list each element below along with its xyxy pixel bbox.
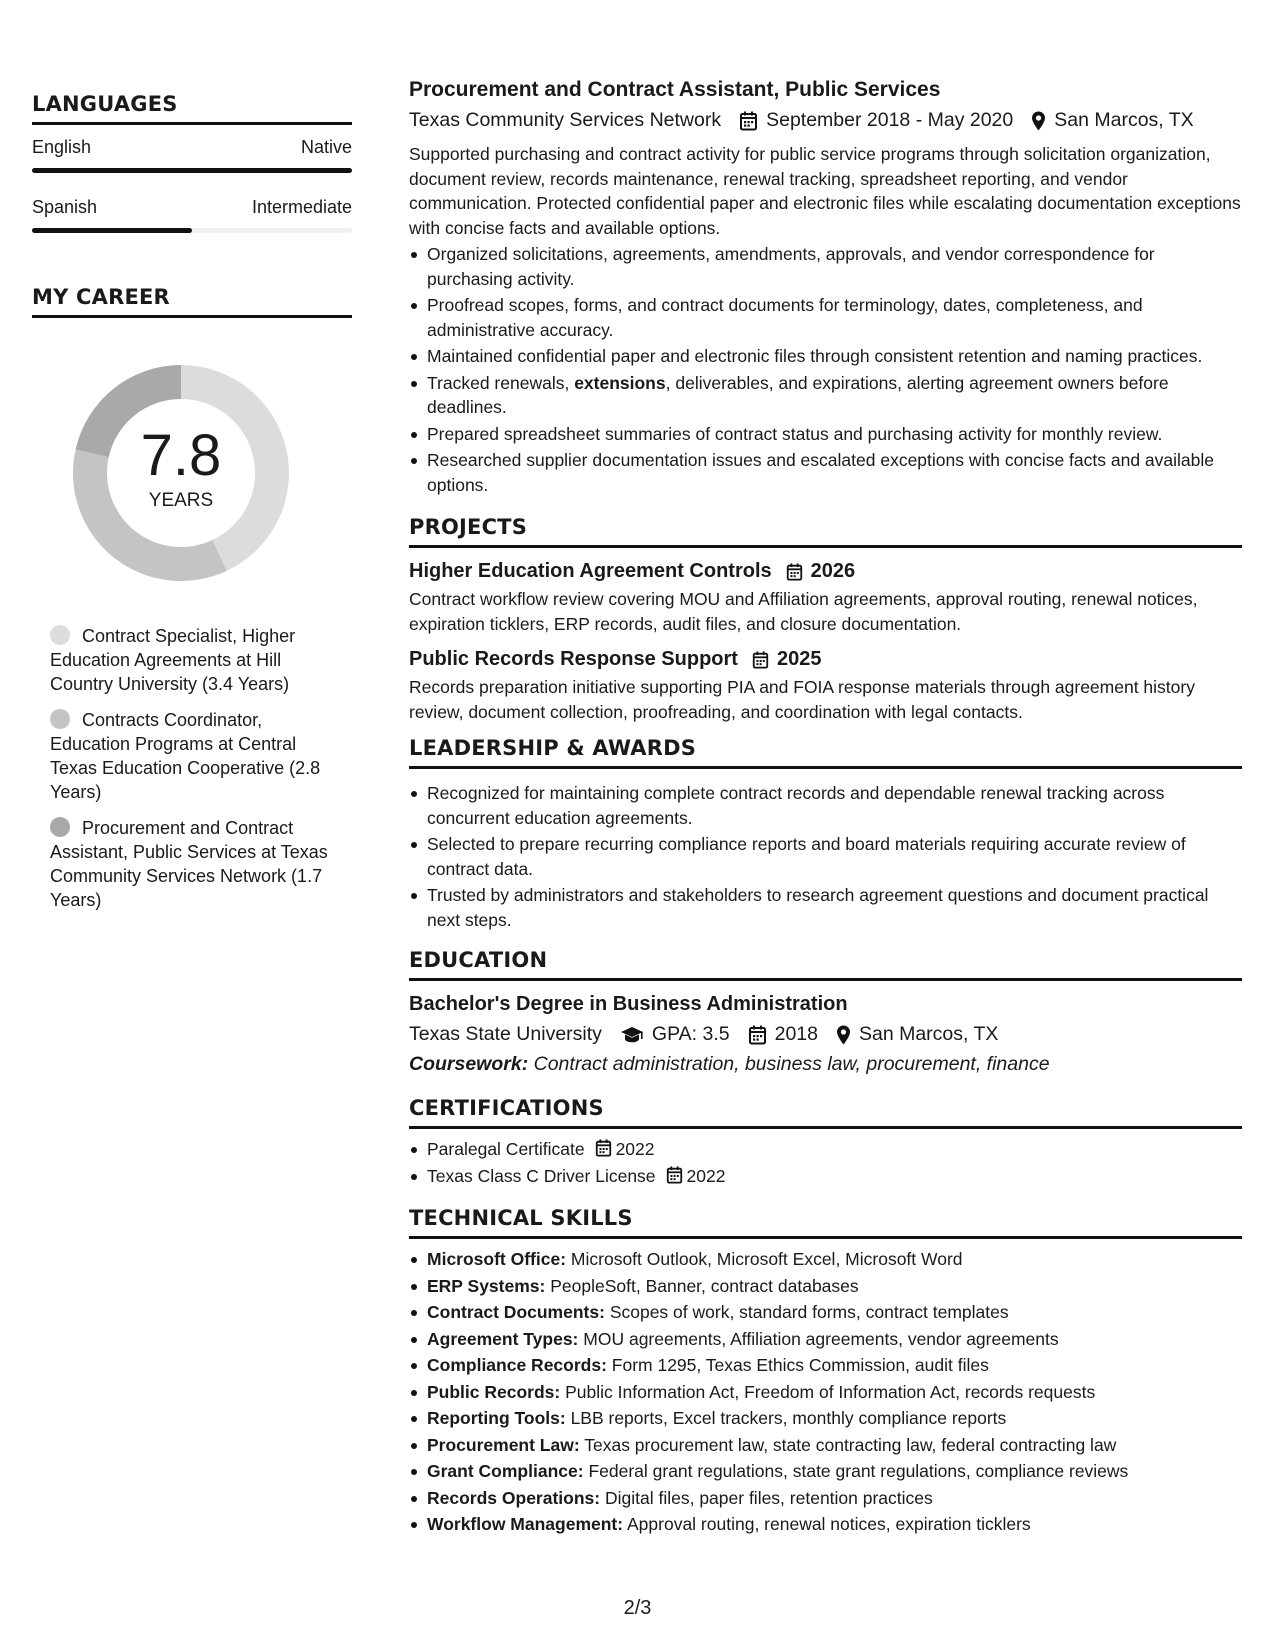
bullet-bold: extensions <box>574 372 666 393</box>
skill-value: Microsoft Outlook, Microsoft Excel, Microsoft Word <box>570 1249 963 1269</box>
leadership-section <box>409 736 1242 932</box>
skill-item <box>409 1512 1242 1537</box>
job-bullets <box>409 242 1242 497</box>
project-year: 2025 <box>776 648 822 670</box>
calendar-icon <box>748 1025 767 1045</box>
skill-label: Contract Documents: <box>427 1302 605 1322</box>
skill-value: Scopes of work, standard forms, contract templates <box>609 1302 1009 1322</box>
language-proficiency-bar <box>32 228 352 233</box>
skill-label: Workflow Management: <box>427 1514 624 1534</box>
job-dates: September 2018 - May 2020 <box>766 109 1014 131</box>
skills-section <box>409 1206 1242 1537</box>
skill-item <box>409 1327 1242 1352</box>
job-bullet: Proofread scopes, forms, and contract documents for terminology, dates, completeness, and administrative accuracy. <box>409 293 1242 342</box>
skill-item <box>409 1459 1242 1484</box>
calendar-icon <box>752 651 769 669</box>
language-proficiency-fill <box>32 228 192 233</box>
skill-item <box>409 1247 1242 1272</box>
career-legend <box>50 624 330 912</box>
donut-center <box>66 358 296 588</box>
job-entry <box>409 78 1242 497</box>
skill-label: Procurement Law: <box>427 1434 580 1455</box>
projects-list <box>409 560 1242 724</box>
skill-item <box>409 1353 1242 1378</box>
certification-item <box>409 1137 1242 1162</box>
skill-label: Microsoft Office: <box>427 1249 567 1269</box>
job-bullet <box>409 371 1242 420</box>
calendar-icon <box>786 563 803 581</box>
skill-item <box>409 1433 1242 1458</box>
skill-value: Public Information Act, Freedom of Information Act, records requests <box>565 1381 1096 1402</box>
job-bullet: Maintained confidential paper and electronic files through consistent retention and naming practices. <box>409 344 1242 369</box>
project-title: Higher Education Agreement Controls <box>409 560 772 582</box>
languages-section <box>32 92 352 233</box>
skill-label: Grant Compliance: <box>427 1461 584 1481</box>
job-company: Texas Community Services Network <box>409 109 722 131</box>
certification-name: Texas Class C Driver License <box>427 1165 656 1186</box>
skill-item <box>409 1406 1242 1431</box>
skill-value: Form 1295, Texas Ethics Commission, audit files <box>611 1355 989 1375</box>
job-bullet: Prepared spreadsheet summaries of contract status and purchasing activity for monthly review. <box>409 422 1242 447</box>
legend-label: Contract Specialist, Higher Education Agreements at Hill Country University (3.4 Years) <box>50 626 296 694</box>
language-row <box>32 137 352 158</box>
legend-dot <box>50 817 70 837</box>
languages-list <box>32 137 352 233</box>
skill-label: Records Operations: <box>427 1487 601 1508</box>
page-number: 2/3 <box>623 1597 652 1619</box>
certification-item <box>409 1164 1242 1189</box>
job-summary: Supported purchasing and contract activity for public service programs through solicitation organization, document review, records maintenance, renewal tracking, spreadsheet reporting, and vendor communication. Protected confidential paper and electronic files while escalating documentation exceptions with concise facts and available options. <box>409 144 1241 238</box>
leadership-item: Trusted by administrators and stakeholders to research agreement questions and document practical next steps. <box>409 883 1242 932</box>
skill-value: PeopleSoft, Banner, contract databases <box>550 1275 859 1296</box>
skill-label: Compliance Records: <box>427 1355 607 1375</box>
sidebar <box>32 92 352 924</box>
project-title-row <box>409 560 1242 583</box>
education-heading: EDUCATION <box>409 948 1242 981</box>
legend-dot <box>50 625 70 645</box>
language-level: Native <box>300 137 352 157</box>
certification-year: 2022 <box>686 1165 726 1186</box>
project-description: Contract workflow review covering MOU and Affiliation agreements, approval routing, renewal notices, expiration ticklers, ERP records, audit files, and closure documentation. <box>409 589 1198 634</box>
bullet-text: Tracked renewals, <box>427 372 575 393</box>
education-coursework <box>409 1053 1242 1076</box>
certifications-section <box>409 1096 1242 1188</box>
projects-section <box>409 515 1242 724</box>
skill-label: Agreement Types: <box>427 1328 579 1349</box>
map-pin-icon <box>836 1025 851 1045</box>
skill-item <box>409 1300 1242 1325</box>
job-bullet: Researched supplier documentation issues and escalated exceptions with concise facts and available options. <box>409 448 1242 497</box>
career-heading: MY CAREER <box>32 285 352 318</box>
job-title: Procurement and Contract Assistant, Public Services <box>409 78 941 101</box>
career-unit: YEARS <box>148 490 214 511</box>
skill-value: Texas procurement law, state contracting law, federal contracting law <box>584 1434 1117 1455</box>
certifications-heading: CERTIFICATIONS <box>409 1096 1242 1129</box>
leadership-heading: LEADERSHIP & AWARDS <box>409 736 1242 769</box>
certification-name: Paralegal Certificate <box>427 1139 585 1159</box>
skill-value: Federal grant regulations, state grant regulations, compliance reviews <box>588 1461 1129 1481</box>
leadership-list <box>409 781 1242 932</box>
language-name: English <box>32 137 92 157</box>
calendar-icon <box>739 111 758 131</box>
bullet-text: , deliverables, and expirations, alerting agreement owners before deadlines. <box>427 372 1169 417</box>
certifications-list <box>409 1137 1242 1188</box>
career-donut-chart <box>66 358 296 588</box>
skills-heading: TECHNICAL SKILLS <box>409 1206 1242 1239</box>
skill-label: Reporting Tools: <box>427 1408 566 1428</box>
career-legend-item <box>50 624 330 696</box>
project-title-row <box>409 648 1242 671</box>
career-total: 7.8 <box>140 423 222 488</box>
career-section <box>32 285 352 912</box>
graduation-cap-icon <box>620 1026 644 1044</box>
skill-label: ERP Systems: <box>427 1275 546 1296</box>
language-proficiency-fill <box>32 168 352 173</box>
skill-item <box>409 1274 1242 1299</box>
languages-heading: LANGUAGES <box>32 92 352 125</box>
project-year: 2026 <box>810 560 856 582</box>
skill-label: Public Records: <box>427 1381 561 1402</box>
language-name: Spanish <box>32 197 98 217</box>
project-description: Records preparation initiative supporting PIA and FOIA response materials through agreement history review, document collection, proofreading, and coordination with legal contacts. <box>409 677 1195 722</box>
map-pin-icon <box>1031 111 1046 131</box>
education-section <box>409 948 1242 1076</box>
skill-value: MOU agreements, Affiliation agreements, vendor agreements <box>583 1328 1059 1349</box>
certification-year: 2022 <box>615 1139 655 1159</box>
education-gpa: GPA: 3.5 <box>651 1023 730 1045</box>
education-school: Texas State University <box>409 1023 602 1045</box>
legend-dot <box>50 709 70 729</box>
job-bullet: Organized solicitations, agreements, amendments, approvals, and vendor correspondence for purchasing activity. <box>409 242 1242 291</box>
career-legend-item <box>50 708 330 804</box>
skill-value: Approval routing, renewal notices, expiration ticklers <box>627 1514 1031 1534</box>
coursework-label: Coursework: <box>409 1053 529 1075</box>
job-meta <box>409 109 1242 132</box>
calendar-icon <box>595 1139 612 1157</box>
leadership-item: Recognized for maintaining complete contract records and dependable renewal tracking across concurrent education agreements. <box>409 781 1242 830</box>
leadership-item: Selected to prepare recurring compliance reports and board materials requiring accurate review of contract data. <box>409 832 1242 881</box>
projects-heading: PROJECTS <box>409 515 1242 548</box>
education-location: San Marcos, TX <box>858 1023 999 1045</box>
project-title: Public Records Response Support <box>409 648 738 670</box>
education-year: 2018 <box>774 1023 818 1045</box>
skill-item <box>409 1486 1242 1511</box>
skill-value: Digital files, paper files, retention practices <box>604 1487 933 1508</box>
education-degree: Bachelor's Degree in Business Administration <box>409 993 848 1015</box>
skills-list <box>409 1247 1242 1537</box>
legend-label: Contracts Coordinator, Education Programs at Central Texas Education Cooperative (2.8 Years) <box>50 710 321 802</box>
calendar-icon <box>666 1166 683 1184</box>
language-row <box>32 197 352 218</box>
job-location: San Marcos, TX <box>1054 109 1194 131</box>
language-level: Intermediate <box>251 197 352 217</box>
main-content <box>409 78 1242 1539</box>
coursework-value: Contract administration, business law, procurement, finance <box>533 1053 1050 1075</box>
legend-label: Procurement and Contract Assistant, Public Services at Texas Community Services Network (1.7 Years) <box>50 818 328 910</box>
education-meta <box>409 1023 1242 1046</box>
career-legend-item <box>50 816 330 912</box>
skill-item <box>409 1380 1242 1405</box>
language-proficiency-bar <box>32 168 352 173</box>
skill-value: LBB reports, Excel trackers, monthly compliance reports <box>570 1408 1007 1428</box>
